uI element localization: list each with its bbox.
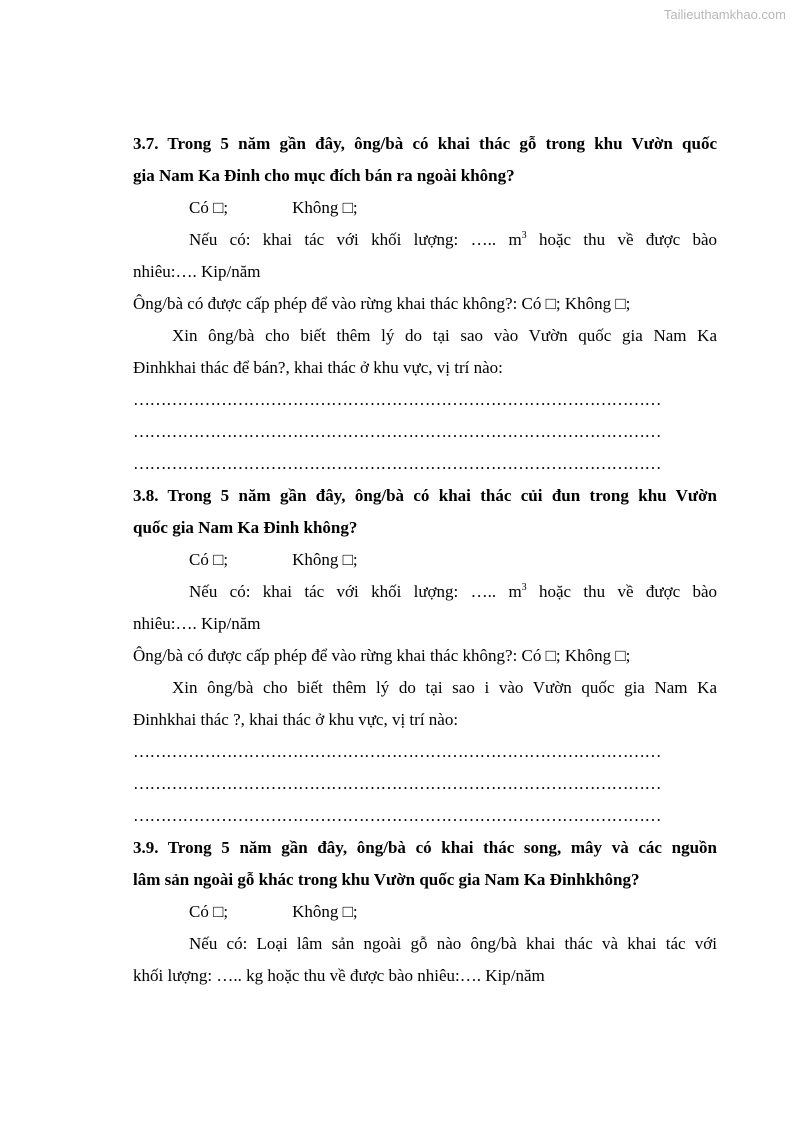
question-3-7 xyxy=(133,128,717,480)
question-title: lâm sản ngoài gỗ khác trong khu Vườn quốc gia Nam Ka Đinhkhông? xyxy=(133,870,640,889)
answer-options xyxy=(133,544,717,576)
answer-options xyxy=(133,896,717,928)
volume-line: khối lượng: ….. kg hoặc thu về được bào nhiêu:…. Kip/năm xyxy=(133,966,545,985)
question-title: quốc gia Nam Ka Đinh không? xyxy=(133,518,358,537)
reason-line: Đinhkhai thác để bán?, khai thác ở khu vực, vị trí nào: xyxy=(133,358,503,377)
question-3-9 xyxy=(133,832,717,992)
volume-line xyxy=(133,576,717,608)
volume-line: nhiêu:…. Kip/năm xyxy=(133,262,261,281)
question-title: gia Nam Ka Đinh cho mục đích bán ra ngoài không? xyxy=(133,166,515,185)
volume-text: Nếu có: khai tác với khối lượng: ….. m xyxy=(189,230,522,249)
permit-line: Ông/bà có được cấp phép để vào rừng khai thác không?: Có □; Không □; xyxy=(133,646,631,665)
option-yes: Có □; xyxy=(189,550,229,569)
fill-in-line: …………………………………………………………………………………… xyxy=(133,390,661,409)
fill-in-line: …………………………………………………………………………………… xyxy=(133,742,661,761)
option-yes: Có □; xyxy=(189,198,229,217)
watermark: Tailieuthamkhao.com xyxy=(663,7,786,22)
answer-options xyxy=(133,192,717,224)
superscript: 3 xyxy=(521,582,527,593)
document-page xyxy=(133,128,717,992)
volume-text: hoặc thu về được bào xyxy=(526,582,718,601)
volume-line: Nếu có: Loại lâm sản ngoài gỗ nào ông/bà khai thác và khai tác với xyxy=(189,934,717,953)
fill-in-line: …………………………………………………………………………………… xyxy=(133,454,661,473)
option-no: Không □; xyxy=(292,902,358,921)
volume-text: hoặc thu về được bào xyxy=(526,230,718,249)
question-title: 3.8. Trong 5 năm gần đây, ông/bà có khai thác củi đun trong khu Vườn xyxy=(133,486,717,505)
option-yes: Có □; xyxy=(189,902,229,921)
question-title: 3.9. Trong 5 năm gần đây, ông/bà có khai thác song, mây và các nguồn xyxy=(133,838,717,857)
reason-line: Đinhkhai thác ?, khai thác ở khu vực, vị trí nào: xyxy=(133,710,459,729)
superscript: 3 xyxy=(521,230,527,241)
question-3-8 xyxy=(133,480,717,832)
volume-line xyxy=(133,224,717,256)
question-title: 3.7. Trong 5 năm gần đây, ông/bà có khai thác gỗ trong khu Vườn quốc xyxy=(133,134,717,153)
volume-text: Nếu có: khai tác với khối lượng: ….. m xyxy=(189,582,522,601)
option-no: Không □; xyxy=(292,198,358,217)
volume-line: nhiêu:…. Kip/năm xyxy=(133,614,261,633)
option-no: Không □; xyxy=(292,550,358,569)
fill-in-line: …………………………………………………………………………………… xyxy=(133,774,661,793)
fill-in-line: …………………………………………………………………………………… xyxy=(133,806,661,825)
fill-in-line: …………………………………………………………………………………… xyxy=(133,422,661,441)
reason-line: Xin ông/bà cho biết thêm lý do tại sao vào Vườn quốc gia Nam Ka xyxy=(172,326,717,345)
reason-line: Xin ông/bà cho biết thêm lý do tại sao i vào Vườn quốc gia Nam Ka xyxy=(172,678,717,697)
permit-line: Ông/bà có được cấp phép để vào rừng khai thác không?: Có □; Không □; xyxy=(133,294,631,313)
